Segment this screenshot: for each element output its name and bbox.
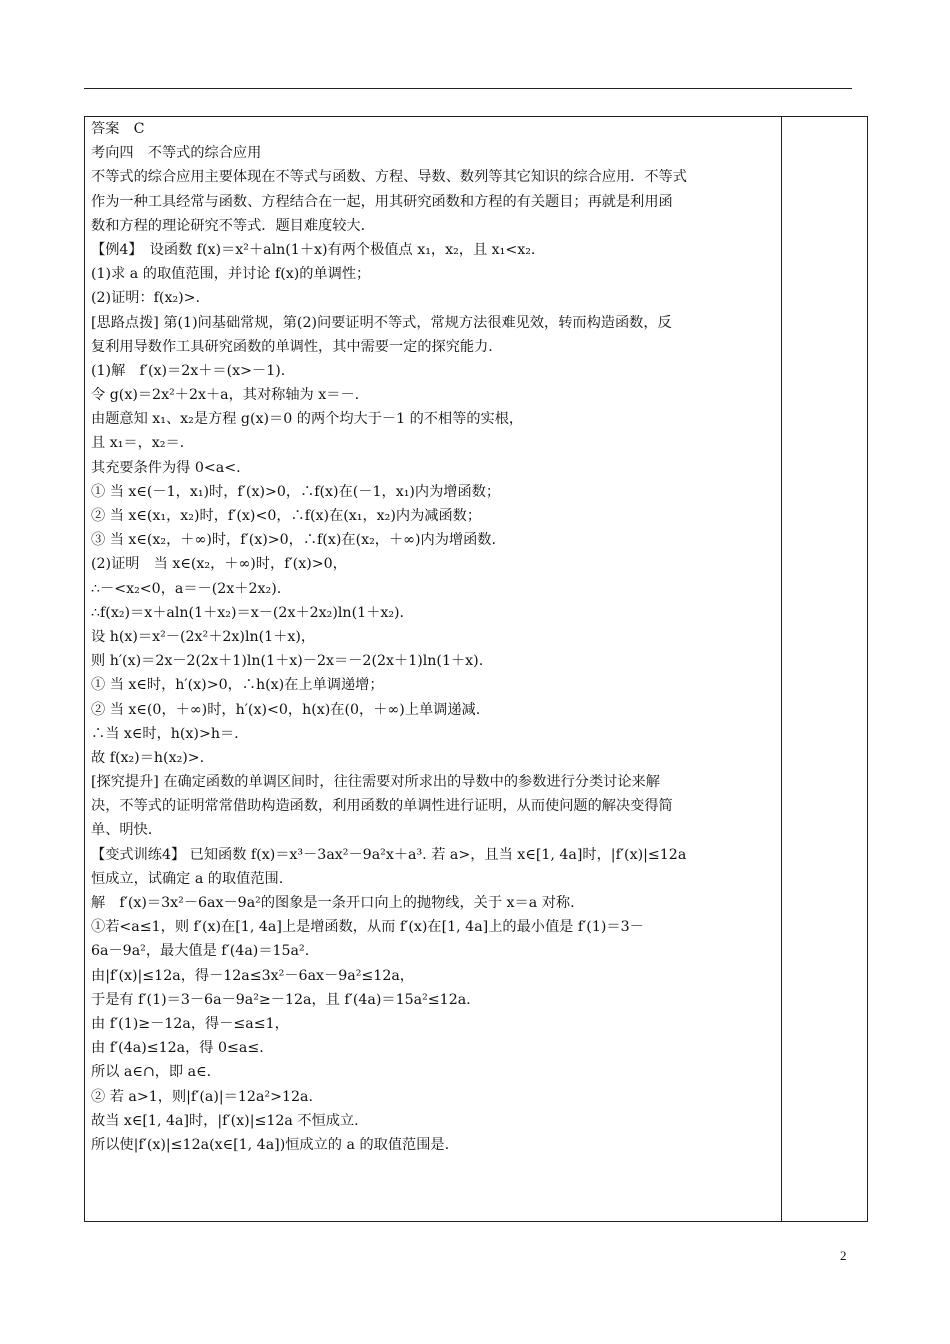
text-line: 6a－9a²，最大值是 f′(4a)＝15a². bbox=[91, 943, 310, 960]
text-line: 故当 x∈[1, 4a]时，|f′(x)|≤12a 不恒成立. bbox=[91, 1112, 359, 1129]
text-line: [思路点拨] 第(1)问基础常规，第(2)问要证明不等式，常规方法很难见效，转而构造函数，反 bbox=[91, 314, 672, 331]
text-line: 则 h′(x)＝2x－2(2x＋1)ln(1＋x)－2x＝－2(2x＋1)ln(1＋x). bbox=[91, 653, 484, 670]
text-line: 令 g(x)＝2x²＋2x＋a，其对称轴为 x＝－. bbox=[91, 387, 360, 404]
main-text-cell bbox=[91, 117, 777, 1157]
text-line: ①若<a≤1，则 f′(x)在[1, 4a]上是增函数，从而 f′(x)在[1, 4a]上的最小值是 f′(1)＝3－ bbox=[91, 919, 644, 936]
text-line: ① 当 x∈(－1，x₁)时，f′(x)>0，∴f(x)在(－1，x₁)内为增函数； bbox=[91, 483, 501, 500]
text-line: 【变式训练4】 已知函数 f(x)＝x³－3ax²－9a²x＋a³. 若 a>，且当 x∈[1, 4a]时，|f′(x)|≤12a bbox=[91, 846, 687, 863]
text-line: (2)证明：f(x₂)>. bbox=[91, 290, 201, 307]
text-line: 故 f(x₂)＝h(x₂)>. bbox=[91, 749, 205, 766]
text-line: 解 f′(x)＝3x²－6ax－9a²的图象是一条开口向上的抛物线，关于 x＝a 对称. bbox=[91, 895, 575, 911]
text-line: 且 x₁＝，x₂＝. bbox=[91, 435, 185, 452]
text-line: 由 f′(4a)≤12a，得 0≤a≤. bbox=[91, 1040, 264, 1057]
text-line: ② 若 a>1，则|f′(a)|＝12a²>12a. bbox=[91, 1088, 313, 1105]
text-line: 所以使|f′(x)|≤12a(x∈[1, 4a])恒成立的 a 的取值范围是. bbox=[91, 1136, 450, 1153]
text-line: (2)证明 当 x∈(x₂，＋∞)时，f′(x)>0， bbox=[91, 556, 347, 573]
text-line: 所以 a∈∩，即 a∈. bbox=[91, 1064, 212, 1081]
text-line: ③ 当 x∈(x₂，＋∞)时，f′(x)>0，∴f(x)在(x₂，＋∞)内为增函数. bbox=[91, 532, 496, 549]
text-line: 由题意知 x₁、x₂是方程 g(x)＝0 的两个均大于－1 的不相等的实根， bbox=[91, 411, 524, 428]
text-line: ∴f(x₂)＝x＋aln(1＋x₂)＝x－(2x＋2x₂)ln(1＋x₂). bbox=[91, 604, 405, 621]
text-line: [探究提升] 在确定函数的单调区间时，往往需要对所求出的导数中的参数进行分类讨论来解 bbox=[91, 774, 660, 791]
text-line: (1)解 f′(x)＝2x＋＝(x>－1). bbox=[91, 362, 286, 379]
text-line: 单、明快. bbox=[91, 822, 153, 839]
text-line: 于是有 f′(1)＝3－6a－9a²≥－12a，且 f′(4a)＝15a²≤12a. bbox=[91, 991, 471, 1008]
text-line: ② 当 x∈(0，＋∞)时，h′(x)<0，h(x)在(0，＋∞)上单调递减. bbox=[91, 701, 481, 718]
text-line: 答案 C bbox=[91, 121, 145, 137]
text-line: 复利用导数作工具研究函数的单调性，其中需要一定的探究能力. bbox=[91, 338, 493, 355]
text-line: ① 当 x∈时，h′(x)>0，∴h(x)在上单调递增； bbox=[91, 677, 384, 694]
text-line: 不等式的综合应用主要体现在不等式与函数、方程、导数、数列等其它知识的综合应用．不等式 bbox=[91, 169, 687, 186]
text-line: 考向四 不等式的综合应用 bbox=[91, 145, 262, 162]
content-table bbox=[84, 116, 868, 1222]
page-number: 2 bbox=[840, 1248, 847, 1263]
text-line: ∴－<x₂<0，a＝－(2x＋2x₂). bbox=[91, 580, 282, 597]
text-line: 数和方程的理论研究不等式．题目难度较大． bbox=[91, 217, 375, 234]
text-line: 【例4】 设函数 f(x)＝x²＋aln(1＋x)有两个极值点 x₁，x₂，且 x₁<x₂. bbox=[91, 241, 536, 258]
header-rule bbox=[84, 88, 852, 89]
text-line: 决，不等式的证明常常借助构造函数，利用函数的单调性进行证明，从而使问题的解决变得简 bbox=[91, 798, 673, 815]
text-line: 由|f′(x)|≤12a，得－12a≤3x²－6ax－9a²≤12a， bbox=[91, 967, 414, 984]
column-divider bbox=[781, 117, 782, 1221]
text-line: 设 h(x)＝x²－(2x²＋2x)ln(1＋x)， bbox=[91, 628, 316, 645]
text-line: 由 f′(1)≥－12a，得－≤a≤1， bbox=[91, 1015, 289, 1032]
text-line: ∴当 x∈时，h(x)>h＝. bbox=[91, 725, 239, 742]
text-line: 作为一种工具经常与函数、方程结合在一起，用其研究函数和方程的有关题目；再就是利用函 bbox=[91, 193, 673, 210]
text-line: 恒成立，试确定 a 的取值范围. bbox=[91, 870, 284, 887]
text-line: ② 当 x∈(x₁，x₂)时，f′(x)<0，∴f(x)在(x₁，x₂)内为减函数； bbox=[91, 508, 482, 524]
text-line: (1)求 a 的取值范围，并讨论 f(x)的单调性； bbox=[91, 266, 371, 283]
text-line: 其充要条件为得 0<a<. bbox=[91, 459, 241, 476]
